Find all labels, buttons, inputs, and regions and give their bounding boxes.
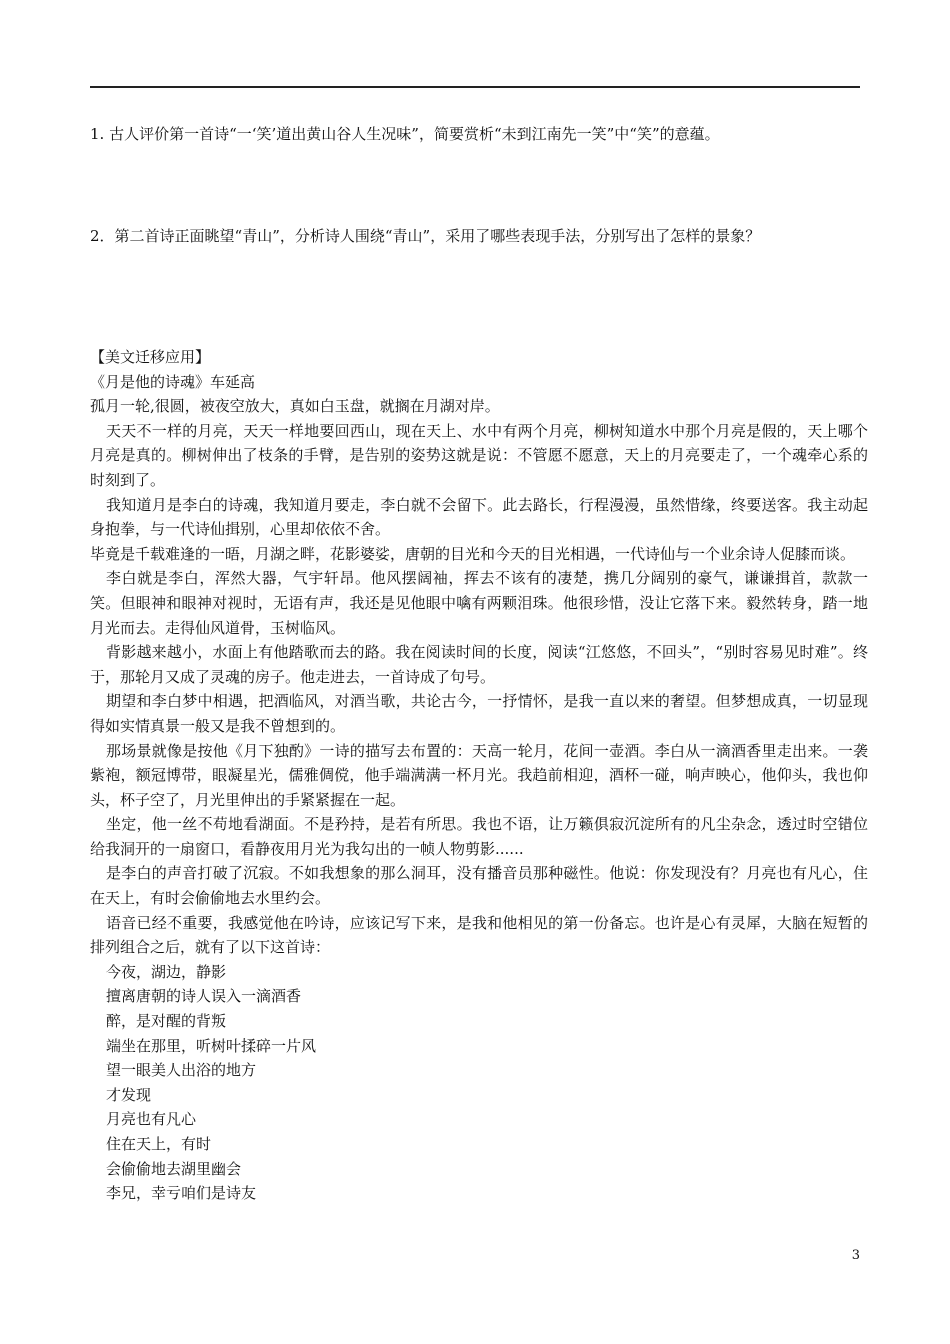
paragraph: 李白就是李白，浑然大器，气宇轩昂。他风摆阔袖，挥去不该有的凄楚，携几分阔别的豪气，谦谦揖首，款款一笑。但眼神和眼神对视时，无语有声，我还是见他眼中噙有两颗泪珠。他很珍惜，没让它落下来。毅然转身，踏一地月光而去。走得仙风道骨，玉树临风。 [90,569,868,637]
header-rule [90,86,860,88]
article [90,345,868,1206]
paragraph: 孤月一轮,很圆，被夜空放大，真如白玉盘，就搁在月湖对岸。 [90,397,500,416]
poem-line: 望一眼美人出浴的地方 [106,1061,257,1080]
paragraph: 是李白的声音打破了沉寂。不如我想象的那么洞耳，没有播音员那种磁性。他说：你发现没有？月亮也有凡心，住在天上，有时会偷偷地去水里约会。 [90,864,868,908]
poem-line: 才发现 [106,1085,152,1104]
page-number: 3 [851,1248,860,1263]
poem-line: 住在天上，有时 [106,1135,212,1153]
poem-line: 李兄，幸亏咱们是诗友 [106,1184,257,1203]
question-1: 1. 古人评价第一首诗“一‘笑’道出黄山谷人生况味”，简要赏析“未到江南先一笑”中“笑”的意蕴。 [90,125,720,143]
section-title: 【美文迁移应用】 [90,348,211,366]
poem-line: 会偷偷地去湖里幽会 [106,1159,242,1178]
paragraph: 坐定，他一丝不苟地看湖面。不是矜持，是若有所思。我也不语，让万籁俱寂沉淀所有的凡尘杂念，透过时空错位给我洞开的一扇窗口，看静夜用月光为我勾出的一帧人物剪影...... [90,815,868,858]
paragraph: 背影越来越小，水面上有他踏歌而去的路。我在阅读时间的长度，阅读“江悠悠，不回头”，“别时容易见时难”。终于，那轮月又成了灵魂的房子。他走进去，一首诗成了句号。 [90,643,868,686]
question-2: 2．第二首诗正面眺望“青山”，分析诗人围绕“青山”，采用了哪些表现手法，分别写出了怎样的景象？ [90,227,761,245]
poem-line: 月亮也有凡心 [106,1110,197,1129]
paragraph: 那场景就像是按他《月下独酌》一诗的描写去布置的：天高一轮月，花间一壶酒。李白从一滴酒香里走出来。一袭紫袍，额冠博带，眼凝星光，儒雅倜傥，他手端满满一杯月光。我趋前相迎，酒杯一碰，响声映心，他仰头，我也仰头，杯子空了，月光里伸出的手紧紧握在一起。 [90,741,868,809]
article-title-author: 《月是他的诗魂》车延高 [90,372,256,391]
paragraph: 期望和李白梦中相遇，把酒临风，对酒当歌，共论古今，一抒情怀，是我一直以来的奢望。但梦想成真，一切显现得如实情真景一般又是我不曾想到的。 [90,692,868,735]
poem-line: 今夜，湖边，静影 [106,962,227,981]
paragraph: 语音已经不重要，我感觉他在吟诗，应该记写下来，是我和他相见的第一份备忘。也许是心有灵犀，大脑在短暂的排列组合之后，就有了以下这首诗： [90,913,868,957]
paragraph: 毕竟是千载难逢的一晤，月湖之畔，花影婆娑，唐朝的目光和今天的目光相遇，一代诗仙与一个业余诗人促膝而谈。 [90,544,856,563]
paragraph: 我知道月是李白的诗魂，我知道月要走，李白就不会留下。此去路长，行程漫漫，虽然惜缘，终要送客。我主动起身抱拳，与一代诗仙揖别，心里却依依不舍。 [90,495,868,539]
poem-line: 端坐在那里，听树叶揉碎一片风 [106,1036,317,1055]
paragraph: 天天不一样的月亮，天天一样地要回西山，现在天上、水中有两个月亮，柳树知道水中那个月亮是假的，天上哪个月亮是真的。柳树伸出了枝条的手臂，是告别的姿势这就是说：不管愿不愿意，天上的月亮要走了，一个魂牵心系的时刻到了。 [90,421,868,489]
poem-line: 擅离唐朝的诗人误入一滴酒香 [106,987,302,1006]
poem-line: 醉，是对醒的背叛 [106,1012,227,1031]
